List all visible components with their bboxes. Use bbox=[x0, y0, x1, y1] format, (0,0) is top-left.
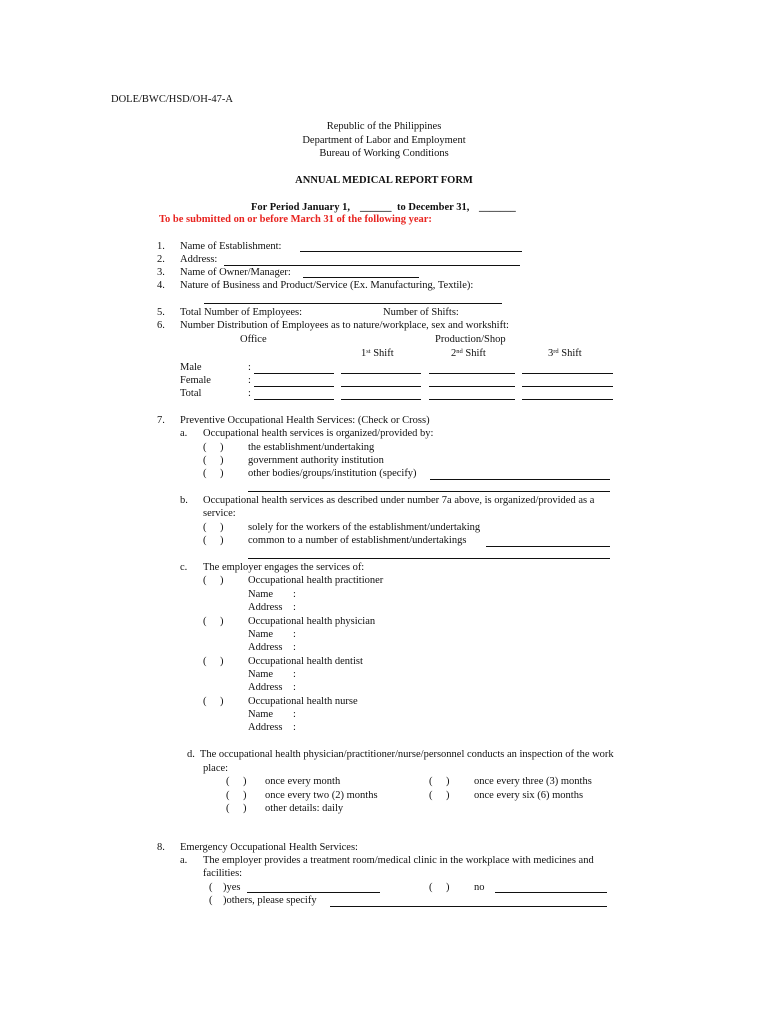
male-row-label: Male bbox=[180, 362, 202, 373]
option-once-every-month: once every month bbox=[265, 776, 341, 787]
male-shift3-field[interactable] bbox=[522, 373, 613, 374]
total-office-field[interactable] bbox=[254, 399, 334, 400]
option-dentist: Occupational health dentist bbox=[248, 656, 363, 667]
female-row-label: Female bbox=[180, 375, 211, 386]
female-shift2-field[interactable] bbox=[429, 386, 515, 387]
others-option[interactable]: ( )others, please specify bbox=[209, 895, 317, 906]
others-specify-field[interactable] bbox=[330, 906, 607, 907]
subsection-letter: c. bbox=[180, 562, 188, 573]
owner-manager-field[interactable] bbox=[303, 277, 419, 278]
name-label: Name bbox=[248, 589, 274, 600]
checkbox-open[interactable]: ( bbox=[429, 790, 433, 801]
section-8a-text-cont: facilities: bbox=[203, 868, 243, 879]
no-specify-field[interactable] bbox=[495, 892, 607, 893]
production-column-header: Production/Shop bbox=[435, 334, 506, 345]
checkbox-close: ) bbox=[220, 656, 224, 667]
item-number: 1. bbox=[157, 241, 165, 252]
period-blank-year-start[interactable]: ______ bbox=[360, 202, 392, 213]
checkbox-open[interactable]: ( bbox=[226, 790, 230, 801]
section-7c-text: The employer engages the services of: bbox=[203, 562, 365, 573]
option-practitioner: Occupational health practitioner bbox=[248, 575, 384, 586]
item-number: 8. bbox=[157, 842, 165, 853]
checkbox-open[interactable]: ( bbox=[203, 468, 207, 479]
checkbox-close: ) bbox=[243, 790, 247, 801]
female-office-field[interactable] bbox=[254, 386, 334, 387]
checkbox-open[interactable]: ( bbox=[226, 776, 230, 787]
address-field[interactable] bbox=[224, 265, 520, 266]
total-shift3-field[interactable] bbox=[522, 399, 613, 400]
checkbox-close: ) bbox=[220, 522, 224, 533]
form-title: ANNUAL MEDICAL REPORT FORM bbox=[295, 175, 473, 186]
section-7a-text: Occupational health services is organized/provided by: bbox=[203, 428, 434, 439]
establishment-name-label: Name of Establishment: bbox=[180, 241, 282, 252]
section-8a-text: The employer provides a treatment room/medical clinic in the workplace with medicines and bbox=[203, 855, 594, 866]
checkbox-close: ) bbox=[220, 442, 224, 453]
checkbox-open[interactable]: ( bbox=[203, 522, 207, 533]
option-government: government authority institution bbox=[248, 455, 384, 466]
address-label: Address bbox=[248, 642, 283, 653]
item-number: 3. bbox=[157, 267, 165, 278]
option-other-bodies: other bodies/groups/institution (specify) bbox=[248, 468, 417, 479]
colon: : bbox=[248, 375, 251, 386]
section-8-title: Emergency Occupational Health Services: bbox=[180, 842, 358, 853]
section-7b-text: Occupational health services as described under number 7a above, is organized/provided as a bbox=[203, 495, 595, 506]
name-label: Name bbox=[248, 629, 274, 640]
total-employees-label: Total Number of Employees: bbox=[180, 307, 303, 318]
option-once-every-six-months: once every six (6) months bbox=[474, 790, 584, 801]
colon: : bbox=[293, 589, 296, 600]
section-7d-text-cont: place: bbox=[203, 763, 229, 774]
item-number: 4. bbox=[157, 280, 165, 291]
checkbox-open[interactable]: ( bbox=[203, 442, 207, 453]
address-label: Address bbox=[248, 602, 283, 613]
checkbox-close: ) bbox=[220, 535, 224, 546]
item-number: 5. bbox=[157, 307, 165, 318]
option-other-details: other details: daily bbox=[265, 803, 344, 814]
address-label: Address bbox=[248, 682, 283, 693]
no-option: no bbox=[474, 882, 485, 893]
nature-of-business-field[interactable] bbox=[204, 303, 502, 304]
option-physician: Occupational health physician bbox=[248, 616, 376, 627]
shift-2-header: 2nd Shift bbox=[451, 348, 486, 359]
subsection-letter: b. bbox=[180, 495, 188, 506]
colon: : bbox=[293, 629, 296, 640]
checkbox-open[interactable]: ( bbox=[203, 656, 207, 667]
office-column-header: Office bbox=[240, 334, 267, 345]
checkbox-open[interactable]: ( bbox=[226, 803, 230, 814]
checkbox-open[interactable]: ( bbox=[429, 882, 433, 893]
checkbox-close: ) bbox=[446, 790, 450, 801]
name-label: Name bbox=[248, 709, 274, 720]
number-of-shifts-label: Number of Shifts: bbox=[383, 307, 459, 318]
address-label: Address: bbox=[180, 254, 218, 265]
checkbox-open[interactable]: ( bbox=[203, 575, 207, 586]
checkbox-open[interactable]: ( bbox=[203, 616, 207, 627]
female-shift1-field[interactable] bbox=[341, 386, 421, 387]
address-label: Address bbox=[248, 722, 283, 733]
option-once-every-two-months: once every two (2) months bbox=[265, 790, 378, 801]
name-label: Name bbox=[248, 669, 274, 680]
checkbox-open[interactable]: ( bbox=[429, 776, 433, 787]
checkbox-close: ) bbox=[446, 776, 450, 787]
colon: : bbox=[293, 709, 296, 720]
period-label-start: For Period January 1, bbox=[251, 202, 350, 213]
form-code: DOLE/BWC/HSD/OH-47-A bbox=[111, 94, 233, 105]
header-bureau: Bureau of Working Conditions bbox=[319, 148, 449, 159]
checkbox-close: ) bbox=[446, 882, 450, 893]
distribution-label: Number Distribution of Employees as to nature/workplace, sex and workshift: bbox=[180, 320, 509, 331]
owner-manager-label: Name of Owner/Manager: bbox=[180, 267, 291, 278]
checkbox-close: ) bbox=[220, 616, 224, 627]
period-blank-year-end[interactable]: _______ bbox=[479, 202, 516, 213]
common-specify-field[interactable] bbox=[486, 546, 610, 547]
item-number: 6. bbox=[157, 320, 165, 331]
option-common: common to a number of establishment/undertakings bbox=[248, 535, 467, 546]
total-shift1-field[interactable] bbox=[341, 399, 421, 400]
header-republic: Republic of the Philippines bbox=[326, 121, 442, 132]
shift-3-header: 3rd Shift bbox=[548, 348, 582, 359]
section-7b-text-cont: service: bbox=[203, 508, 236, 519]
colon: : bbox=[293, 669, 296, 680]
checkbox-close: ) bbox=[243, 776, 247, 787]
colon: : bbox=[248, 362, 251, 373]
colon: : bbox=[293, 722, 296, 733]
common-specify-field-2[interactable] bbox=[248, 558, 610, 559]
checkbox-open[interactable]: ( bbox=[203, 535, 207, 546]
female-shift3-field[interactable] bbox=[522, 386, 613, 387]
header-department: Department of Labor and Employment bbox=[302, 135, 466, 146]
other-bodies-specify-field-2[interactable] bbox=[248, 491, 610, 492]
yes-option[interactable]: ( )yes bbox=[209, 882, 241, 893]
checkbox-close: ) bbox=[220, 575, 224, 586]
subsection-letter: a. bbox=[180, 428, 188, 439]
male-office-field[interactable] bbox=[254, 373, 334, 374]
checkbox-close: ) bbox=[220, 455, 224, 466]
total-row-label: Total bbox=[180, 388, 202, 399]
colon: : bbox=[248, 388, 251, 399]
checkbox-open[interactable]: ( bbox=[203, 455, 207, 466]
checkbox-open[interactable]: ( bbox=[203, 696, 207, 707]
other-bodies-specify-field[interactable] bbox=[430, 479, 610, 480]
establishment-name-field[interactable] bbox=[300, 251, 522, 252]
item-number: 2. bbox=[157, 254, 165, 265]
male-shift1-field[interactable] bbox=[341, 373, 421, 374]
male-shift2-field[interactable] bbox=[429, 373, 515, 374]
item-number: 7. bbox=[157, 415, 165, 426]
total-shift2-field[interactable] bbox=[429, 399, 515, 400]
checkbox-close: ) bbox=[220, 696, 224, 707]
checkbox-close: ) bbox=[220, 468, 224, 479]
submission-deadline: To be submitted on or before March 31 of the following year: bbox=[159, 214, 432, 225]
shift-1-header: 1st Shift bbox=[361, 348, 394, 359]
checkbox-close: ) bbox=[243, 803, 247, 814]
nature-of-business-label: Nature of Business and Product/Service (Ex. Manufacturing, Textile): bbox=[180, 280, 474, 291]
option-once-every-three-months: once every three (3) months bbox=[474, 776, 592, 787]
colon: : bbox=[293, 602, 296, 613]
section-7-title: Preventive Occupational Health Services: (Check or Cross) bbox=[180, 415, 430, 426]
section-7d-text: d. The occupational health physician/practitioner/nurse/personnel conducts an inspection of the work bbox=[187, 749, 614, 760]
colon: : bbox=[293, 682, 296, 693]
colon: : bbox=[293, 642, 296, 653]
option-nurse: Occupational health nurse bbox=[248, 696, 358, 707]
yes-specify-field[interactable] bbox=[247, 892, 380, 893]
subsection-letter: a. bbox=[180, 855, 188, 866]
period-label-to: to December 31, bbox=[397, 202, 470, 213]
option-solely: solely for the workers of the establishment/undertaking bbox=[248, 522, 481, 533]
option-establishment: the establishment/undertaking bbox=[248, 442, 375, 453]
